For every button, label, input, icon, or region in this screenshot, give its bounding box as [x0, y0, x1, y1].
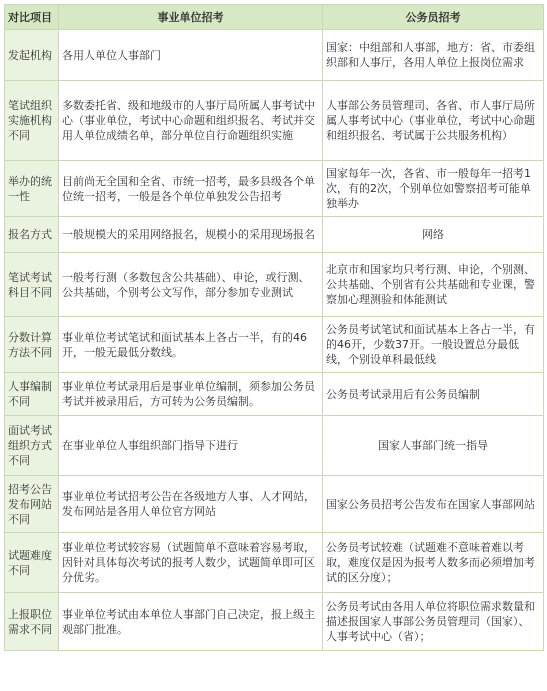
- shiye-cell: 事业单位考试招考公告在各级地方人事、人才网站，发布网站是各用人单位官方网站: [59, 476, 323, 533]
- gongwuyuan-cell: 公务员考试由各用人单位将职位需求数量和描述报国家人事部公务员管理司（国家）、人事考试中心（省）；: [323, 593, 544, 651]
- table-row: [5, 593, 544, 651]
- header-shiye: 事业单位招考: [59, 5, 323, 30]
- shiye-cell: 一般规模大的采用网络报名，规模小的采用现场报名: [59, 217, 323, 253]
- table-row: [5, 533, 544, 593]
- table-row: [5, 317, 544, 373]
- shiye-cell: 多数委托省、级和地级市的人事厅局所属人事考试中心（事业单位，考试中心命题和组织报名、考试并交用人单位成绩名单，部分单位自行命题组织实施: [59, 81, 323, 161]
- row-label: 报名方式: [5, 217, 59, 253]
- row-label: 发起机构: [5, 30, 59, 81]
- gongwuyuan-cell: 国家人事部门统一指导: [323, 416, 544, 476]
- header-compare-item: 对比项目: [5, 5, 59, 30]
- row-label: 分数计算方法不同: [5, 317, 59, 373]
- gongwuyuan-cell: 人事部公务员管理司、各省、市人事厅局所属人事考试中心（事业单位，考试中心命题和组织报名、考试属于公共服务机构）: [323, 81, 544, 161]
- shiye-cell: 各用人单位人事部门: [59, 30, 323, 81]
- shiye-cell: 事业单位考试较容易（试题简单不意味着容易考取，因针对具体每次考试的报考人数少，试题简单即可区分优劣。: [59, 533, 323, 593]
- shiye-cell: 事业单位考试由本单位人事部门自己决定，报上级主观部门批准。: [59, 593, 323, 651]
- gongwuyuan-cell: 国家每年一次，各省、市一般每年一招考1次，有的2次，个别单位如警察招考可能单独举办: [323, 161, 544, 217]
- header-row: [5, 5, 544, 30]
- gongwuyuan-cell: 公务员考试笔试和面试基本上各占一半，有的46开，少数37开。一般设置总分最低线，个别设单科最低线: [323, 317, 544, 373]
- table-row: [5, 161, 544, 217]
- row-label: 举办的统一性: [5, 161, 59, 217]
- gongwuyuan-cell: 国家：中组部和人事部，地方：省、市委组织部和人事厅，各用人单位上报岗位需求: [323, 30, 544, 81]
- gongwuyuan-cell: 公务员考试录用后有公务员编制: [323, 373, 544, 416]
- row-label: 笔试考试科目不同: [5, 253, 59, 317]
- table-row: [5, 217, 544, 253]
- gongwuyuan-cell: 公务员考试较难（试题难不意味着难以考取，难度仅是因为报考人数多而必须增加考试的区分度）；: [323, 533, 544, 593]
- row-label: 笔试组织实施机构不同: [5, 81, 59, 161]
- table-row: [5, 253, 544, 317]
- table-row: [5, 81, 544, 161]
- table-row: [5, 476, 544, 533]
- row-label: 招考公告发布网站不同: [5, 476, 59, 533]
- row-label: 试题难度不同: [5, 533, 59, 593]
- shiye-cell: 事业单位考试笔试和面试基本上各占一半，有的46开，一般无最低分数线。: [59, 317, 323, 373]
- shiye-cell: 一般考行测（多数包含公共基础）、申论，或行测、公共基础，个别考公文写作，部分参加专业测试: [59, 253, 323, 317]
- shiye-cell: 目前尚无全国和全省、市统一招考，最多县级各个单位统一招考，一般是各个单位单独发公告招考: [59, 161, 323, 217]
- gongwuyuan-cell: 北京市和国家均只考行测、申论，个别测、公共基础、个别省有公共基础和专业课，警察加心理测验和体能测试: [323, 253, 544, 317]
- gongwuyuan-cell: 国家公务员招考公告发布在国家人事部网站: [323, 476, 544, 533]
- table-row: [5, 416, 544, 476]
- comparison-table-wrapper: [4, 4, 543, 651]
- header-gongwuyuan: 公务员招考: [323, 5, 544, 30]
- row-label: 人事编制不同: [5, 373, 59, 416]
- shiye-cell: 在事业单位人事组织部门指导下进行: [59, 416, 323, 476]
- row-label: 面试考试组织方式不同: [5, 416, 59, 476]
- table-row: [5, 30, 544, 81]
- row-label: 上报职位需求不同: [5, 593, 59, 651]
- table-row: [5, 373, 544, 416]
- gongwuyuan-cell: 网络: [323, 217, 544, 253]
- comparison-table: [4, 4, 544, 651]
- shiye-cell: 事业单位考试录用后是事业单位编制，须参加公务员考试并被录用后，方可转为公务员编制。: [59, 373, 323, 416]
